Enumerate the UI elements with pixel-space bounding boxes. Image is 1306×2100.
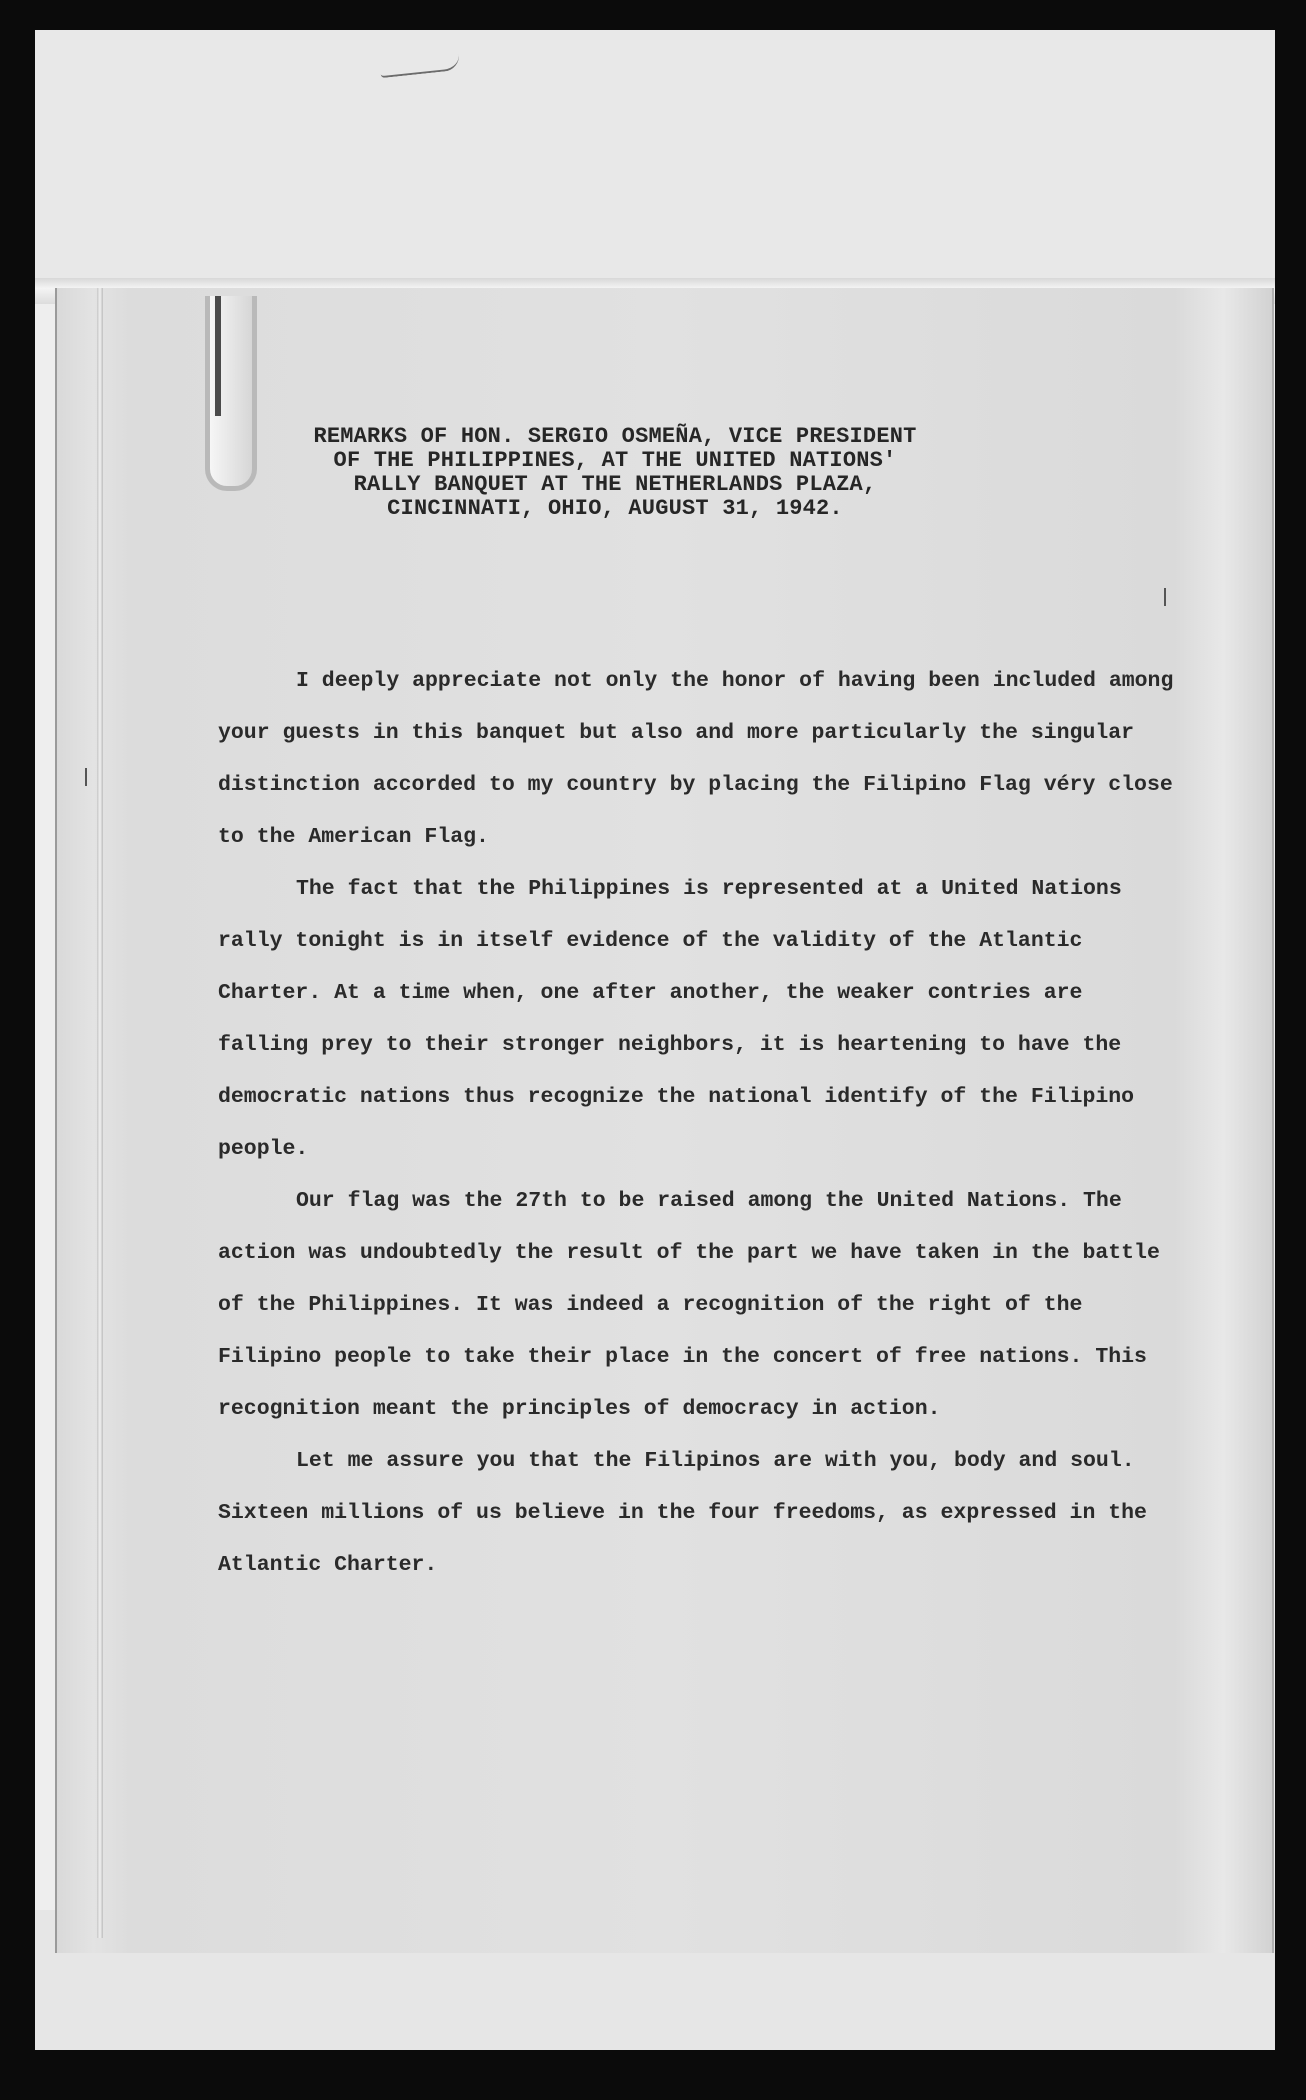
paragraph-appreciation: I deeply appreciate not only the honor of having been included among your guests in this banquet but also and more particularly the singular distinction accorded to my country by placing the Filipino Flag véry close to the American Flag. <box>218 669 1174 849</box>
backing-sheet-top <box>35 30 1275 290</box>
paper-clip-shadow <box>215 296 221 416</box>
paper-clip-icon <box>205 296 257 491</box>
paragraph-representation: The fact that the Philippines is represented at a United Nations rally tonight is in itself evidence of the validity of the Atlantic Charter. At a time when, one after another, the weaker contries are falling prey to their stronger neighbors, it is heartening to have the democratic nations thus recognize the national identify of the Filipino people. <box>218 877 1135 1161</box>
pencil-mark <box>379 54 460 78</box>
margin-mark <box>85 768 87 786</box>
heading-line: CINCINNATI, OHIO, AUGUST 31, 1942. <box>387 496 843 521</box>
page-crease <box>97 288 103 1938</box>
paragraph-flag: Our flag was the 27th to be raised among the United Nations. The action was undoubtedly the result of the part we have taken in the battle of the Philippines. It was indeed a recognition of the right of the Filipino people to take their place in the concert of free nations. This recognition meant the principles of democracy in action. <box>218 1189 1160 1421</box>
heading-line: OF THE PHILIPPINES, AT THE UNITED NATIONS' <box>333 448 897 473</box>
heading-line: RALLY BANQUET AT THE NETHERLANDS PLAZA, <box>353 472 877 497</box>
document-heading <box>265 425 965 521</box>
heading-line: REMARKS OF HON. SERGIO OSMEÑA, VICE PRESIDENT <box>313 424 917 449</box>
margin-mark <box>1164 588 1166 606</box>
paragraph-assurance: Let me assure you that the Filipinos are with you, body and soul. Sixteen millions of us believe in the four freedoms, as expressed in the Atlantic Charter. <box>218 1449 1147 1577</box>
document-body <box>218 655 1178 1591</box>
